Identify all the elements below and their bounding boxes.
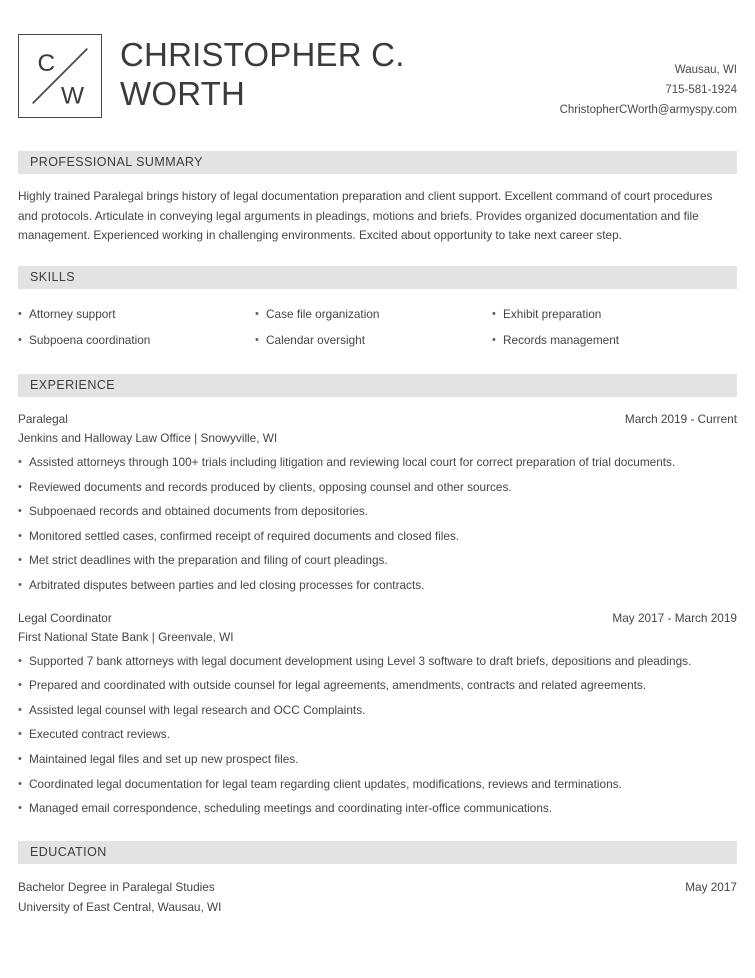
job-bullet-text: Subpoenaed records and obtained documents from depositories. — [29, 504, 369, 519]
bullet-icon: • — [18, 753, 22, 766]
skill-label: Exhibit preparation — [503, 307, 602, 322]
job-bullet — [18, 750, 737, 770]
skill-label: Subpoena coordination — [29, 333, 151, 348]
bullet-icon: • — [18, 308, 22, 321]
bullet-icon: • — [18, 554, 22, 567]
education-entry — [18, 877, 737, 917]
job-bullet-text: Assisted legal counsel with legal research and OCC Complaints. — [29, 702, 366, 717]
skill-item — [255, 327, 492, 353]
experience-entry — [18, 609, 737, 819]
job-bullet — [18, 775, 737, 795]
job-bullet — [18, 527, 737, 547]
job-bullet — [18, 502, 737, 522]
bullet-icon: • — [18, 777, 22, 790]
job-bullet — [18, 676, 737, 696]
job-bullet-list — [18, 652, 737, 819]
job-bullet-text: Executed contract reviews. — [29, 727, 170, 742]
job-bullet — [18, 576, 737, 596]
job-bullet-text: Arbitrated disputes between parties and led closing processes for contracts. — [29, 578, 425, 593]
section-heading-summary: PROFESSIONAL SUMMARY — [18, 151, 737, 174]
job-bullet — [18, 551, 737, 571]
job-bullet — [18, 725, 737, 745]
bullet-icon: • — [492, 334, 496, 347]
skill-label: Case file organization — [266, 307, 380, 322]
section-heading-experience: EXPERIENCE — [18, 374, 737, 397]
skill-label: Attorney support — [29, 307, 116, 322]
logo-letter-c: C — [37, 50, 56, 78]
job-dates: March 2019 - Current — [624, 412, 737, 427]
experience-entry-header — [18, 410, 737, 429]
job-bullet-text: Assisted attorneys through 100+ trials including litigation and reviewing local court for correct preparation of trial documents. — [29, 455, 676, 470]
section-heading-skills: SKILLS — [18, 266, 737, 289]
job-organization: First National State Bank | Greenvale, WI — [18, 629, 234, 644]
name-block — [120, 34, 487, 113]
job-bullet — [18, 453, 737, 473]
bullet-icon: • — [18, 579, 22, 592]
bullet-icon: • — [18, 480, 22, 493]
skills-grid — [18, 301, 737, 353]
skill-item — [18, 327, 255, 353]
job-bullet-text: Prepared and coordinated with outside counsel for legal agreements, amendments, contracts and related agreements. — [29, 678, 647, 693]
bullet-icon: • — [18, 679, 22, 692]
job-bullet — [18, 701, 737, 721]
job-bullet-text: Reviewed documents and records produced by clients, opposing counsel and other sources. — [29, 479, 512, 494]
degree-title: Bachelor Degree in Paralegal Studies — [18, 879, 215, 894]
job-bullet-text: Met strict deadlines with the preparation and filing of court pleadings. — [29, 553, 388, 568]
experience-entry-header — [18, 609, 737, 628]
bullet-icon: • — [18, 728, 22, 741]
job-title: Paralegal — [18, 412, 68, 427]
job-dates: May 2017 - March 2019 — [612, 610, 737, 625]
contact-email: ChristopherCWorth@armyspy.com — [559, 104, 737, 116]
bullet-icon: • — [18, 334, 22, 347]
education-entry-header — [18, 877, 737, 897]
skill-label: Calendar oversight — [266, 333, 366, 348]
bullet-icon: • — [255, 334, 259, 347]
bullet-icon: • — [492, 308, 496, 321]
job-bullet-list — [18, 453, 737, 596]
skill-item — [492, 327, 737, 353]
bullet-icon: • — [18, 802, 22, 815]
bullet-icon: • — [18, 529, 22, 542]
contact-location: Wausau, WI — [674, 64, 737, 76]
contact-phone: 715-581-1924 — [665, 84, 737, 96]
section-heading-education: EDUCATION — [18, 841, 737, 864]
bullet-icon: • — [18, 505, 22, 518]
resume-header — [18, 0, 737, 120]
contact-block — [487, 34, 737, 120]
job-bullet — [18, 478, 737, 498]
experience-entry — [18, 410, 737, 596]
job-bullet-text: Managed email correspondence, scheduling meetings and coordinating inter-office communications. — [29, 801, 553, 816]
job-bullet-text: Supported 7 bank attorneys with legal document development using Level 3 software to draft briefs, depositions and pleadings. — [29, 653, 692, 668]
bullet-icon: • — [255, 308, 259, 321]
monogram-logo — [18, 34, 102, 118]
job-bullet — [18, 652, 737, 672]
job-bullet-text: Maintained legal files and set up new prospect files. — [29, 752, 299, 767]
skill-item — [18, 301, 255, 327]
job-bullet-text: Coordinated legal documentation for legal team regarding client updates, modifications, reviews and terminations. — [29, 776, 622, 791]
school-name: University of East Central, Wausau, WI — [18, 899, 222, 914]
page-title: CHRISTOPHER C. WORTH — [120, 36, 405, 112]
skill-label: Records management — [503, 333, 620, 348]
job-organization: Jenkins and Halloway Law Office | Snowyville, WI — [18, 431, 278, 446]
skill-item — [255, 301, 492, 327]
logo-letter-w: W — [60, 82, 85, 110]
degree-date: May 2017 — [685, 879, 737, 894]
bullet-icon: • — [18, 654, 22, 667]
bullet-icon: • — [18, 703, 22, 716]
summary-text: Highly trained Paralegal brings history of legal documentation preparation and client support. Excellent command of court procedures and protocols. Articulate in conveying legal arguments in pleadings, motions and briefs. Provides organized documentation and file management. Experienced working in challenging environments. Excited about opportunity to take next career step. — [18, 189, 713, 243]
bullet-icon: • — [18, 456, 22, 469]
job-bullet — [18, 799, 737, 819]
job-bullet-text: Monitored settled cases, confirmed receipt of required documents and closed files. — [29, 528, 460, 543]
skill-item — [492, 301, 737, 327]
job-title: Legal Coordinator — [18, 610, 112, 625]
